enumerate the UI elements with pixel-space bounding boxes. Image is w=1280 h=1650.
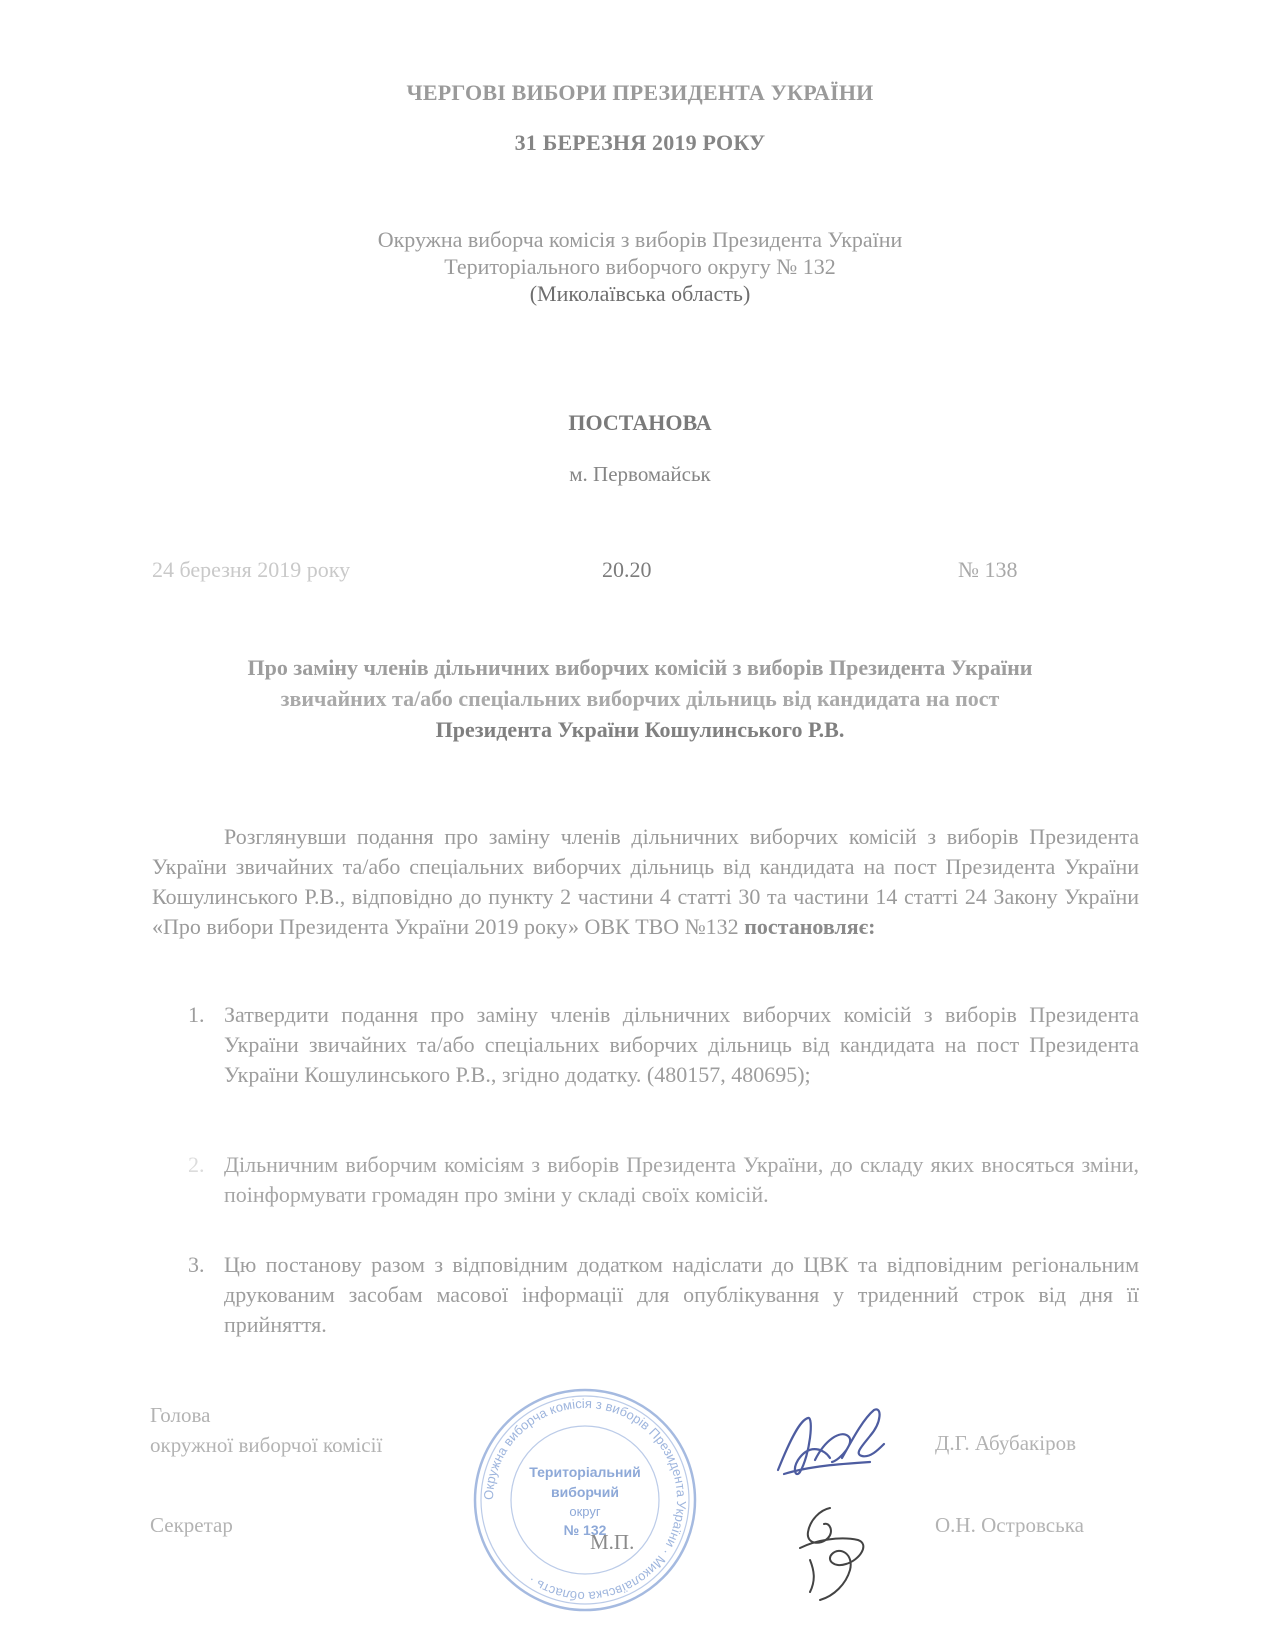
chair-label-line: окружної виборчої комісії xyxy=(150,1433,383,1457)
document-date: 24 березня 2019 року xyxy=(152,557,351,582)
official-seal-icon xyxy=(470,1385,700,1615)
secretary-label: Секретар xyxy=(150,1513,233,1537)
title-line: звичайних та/або спеціальних виборчих дільниць від кандидата на пост xyxy=(280,686,1000,711)
seal-center-text: виборчий xyxy=(551,1484,619,1500)
preamble-paragraph xyxy=(152,822,1139,942)
title-line: Президента України Кошулинського Р.В. xyxy=(435,717,845,742)
item-text: Затвердити подання про заміну членів дільничних виборчих комісій з виборів Президента України звичайних та/або спеціальних виборчих дільниць від кандидата на пост Президента України Кошулинського Р.В., згідно додатку. (480157, 480695); xyxy=(224,1002,1139,1087)
commission-name: Окружна виборча комісія з виборів Президента України xyxy=(377,227,903,252)
resolution-title xyxy=(140,652,1140,745)
chair-label xyxy=(150,1400,382,1460)
chair-label-line: Голова xyxy=(150,1403,211,1427)
election-title: ЧЕРГОВІ ВИБОРИ ПРЕЗИДЕНТА УКРАЇНИ xyxy=(406,80,874,105)
seal-center-text: № 132 xyxy=(563,1522,607,1538)
commission-district: Територіального виборчого округу № 132 xyxy=(444,254,836,279)
item-number: 1. xyxy=(188,1002,205,1027)
seal-place-mark: М.П. xyxy=(590,1530,635,1554)
resolution-item xyxy=(184,1150,1139,1210)
svg-text:Окружна виборча комісія з вибо xyxy=(481,1396,689,1604)
document-time: 20.20 xyxy=(602,557,652,582)
seal-center-text: округ xyxy=(569,1504,601,1519)
document-type: ПОСТАНОВА xyxy=(568,410,712,435)
document-number: № 138 xyxy=(958,557,1018,582)
commission-region: (Миколаївська область) xyxy=(529,281,751,306)
title-line: Про заміну членів дільничних виборчих комісій з виборів Президента України xyxy=(247,655,1033,680)
decides-keyword: постановляє: xyxy=(744,914,876,939)
secretary-name: О.Н. Островська xyxy=(935,1513,1084,1537)
item-text: Цю постанову разом з відповідним додатком надіслати до ЦВК та відповідним регіональним друкованим засобам масової інформації для опублікування у триденний строк від дня її прийняття. xyxy=(224,1252,1139,1337)
commission-block xyxy=(0,226,1280,307)
seal-center-text: Територіальний xyxy=(529,1464,641,1480)
preamble-text: Розглянувши подання про заміну членів дільничних виборчих комісій з виборів Президента України звичайних та/або спеціальних виборчих дільниць від кандидата на пост Президента України Кошулинського Р.В., відповідно до пункту 2 частини 4 статті 30 та частини 14 статті 24 Закону України «Про вибори Президента України 2019 року» ОВК ТВО №132 xyxy=(152,824,1139,939)
item-text: Дільничним виборчим комісіям з виборів Президента України, до складу яких вносяться зміни, поінформувати громадян про зміни у складі своїх комісій. xyxy=(224,1152,1139,1207)
resolution-item xyxy=(184,1000,1139,1090)
secretary-signature-icon xyxy=(780,1500,880,1605)
resolution-item xyxy=(184,1250,1139,1340)
election-date: 31 БЕРЕЗНЯ 2019 РОКУ xyxy=(514,130,766,155)
chair-signature-icon xyxy=(770,1400,890,1490)
item-number: 3. xyxy=(188,1252,205,1277)
document-city: м. Первомайськ xyxy=(569,462,711,486)
seal-ring-text: Окружна виборча комісія з виборів Президента України · Миколаївська область · xyxy=(480,1395,690,1605)
chair-name: Д.Г. Абубакіров xyxy=(935,1431,1077,1455)
item-number: 2. xyxy=(188,1152,205,1177)
